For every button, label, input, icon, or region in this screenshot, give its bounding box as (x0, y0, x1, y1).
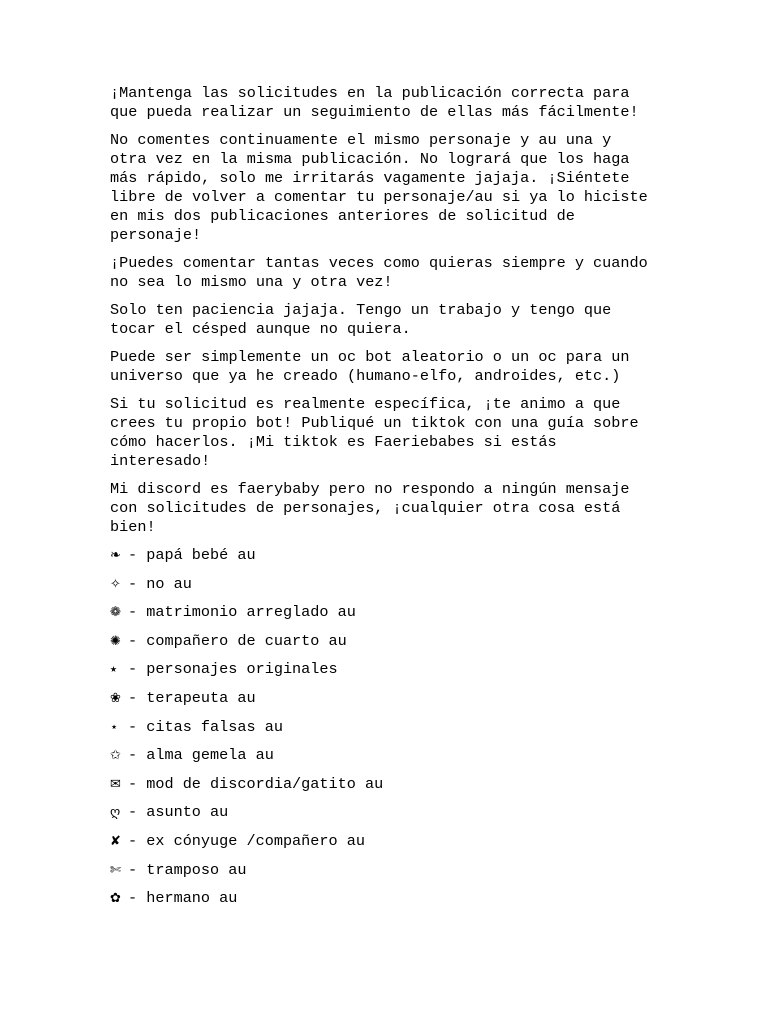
list-item-label: ex cónyuge /compañero au (146, 831, 365, 850)
heart-swirl-icon: ღ (110, 805, 121, 821)
list-item (110, 889, 670, 908)
outline-star-icon: ✩ (110, 748, 121, 764)
list-item (110, 746, 670, 765)
sun-burst-icon: ✺ (110, 633, 121, 649)
list-item-label: no au (146, 574, 192, 593)
list-separator: - (128, 746, 147, 765)
small-star-icon: ⭑ (110, 662, 118, 678)
list-item-label: mod de discordia/gatito au (146, 774, 384, 793)
list-separator: - (128, 831, 147, 850)
list-separator: - (128, 803, 147, 822)
au-list (110, 546, 670, 908)
list-item (110, 632, 670, 651)
envelope-icon: ✉ (110, 776, 121, 792)
sparkle-icon: ✧ (110, 576, 121, 592)
list-item-label: hermano au (146, 889, 238, 908)
list-separator: - (128, 717, 147, 736)
list-item-label: terapeuta au (146, 688, 256, 707)
paragraph-be-patient: Solo ten paciencia jajaja. Tengo un trabajo y tengo que tocar el césped aunque no quiera. (110, 301, 612, 338)
list-separator: - (128, 774, 147, 793)
list-item (110, 832, 670, 851)
list-item-label: papá bebé au (146, 546, 256, 564)
list-item (110, 689, 670, 708)
list-item (110, 803, 670, 822)
list-item-label: personajes originales (146, 660, 338, 679)
scissors-icon: ✄ (110, 862, 121, 878)
list-item-label: compañero de cuarto au (146, 631, 347, 650)
list-separator: - (128, 546, 147, 564)
list-separator: - (128, 603, 147, 622)
list-item (110, 546, 670, 565)
document-page (110, 84, 670, 918)
paragraph-tiktok: Si tu solicitud es realmente específica, ¡te animo a que crees tu propio bot! Publiqué un tiktok con una guía sobre cómo hacerlos. ¡Mi tiktok es Faeriebabes si estás interesado! (110, 395, 639, 470)
star-icon: ⋆ (110, 719, 119, 735)
paragraph-posting-rule: ¡Mantenga las solicitudes en la publicación correcta para que pueda realizar un seguimiento de ellas más fácilmente! (110, 84, 639, 121)
list-item-label: tramposo au (146, 860, 247, 879)
flower-icon: ❁ (110, 605, 121, 621)
list-separator: - (128, 631, 147, 650)
list-separator: - (128, 688, 147, 707)
paragraph-discord: Mi discord es faerybaby pero no respondo a ningún mensaje con solicitudes de personajes, ¡cualquier otra cosa está bien! (110, 480, 630, 536)
list-item (110, 861, 670, 880)
list-separator: - (128, 660, 147, 679)
list-item-label: asunto au (146, 803, 229, 822)
list-separator: - (128, 574, 147, 593)
floral-heart-icon: ❧ (110, 548, 121, 563)
list-separator: - (128, 860, 147, 879)
paragraph-comment-freely: ¡Puedes comentar tantas veces como quieras siempre y cuando no sea lo mismo una y otra vez! (110, 254, 648, 291)
list-item (110, 660, 670, 679)
cross-icon: ✘ (110, 833, 121, 849)
paragraph-no-repeat-comments: No comentes continuamente el mismo personaje y au una y otra vez en la misma publicación. No logrará que los haga más rápido, solo me irritarás vagamente jajaja. ¡Siéntete libre de volver a comentar tu personaje/au si ya lo hiciste en mis dos publicaciones anteriores de solicitud de personaje! (110, 131, 648, 244)
paragraph-oc-bot: Puede ser simplemente un oc bot aleatorio o un oc para un universo que ya he creado (humano-elfo, androides, etc.) (110, 348, 630, 385)
list-item (110, 575, 670, 594)
list-item (110, 603, 670, 622)
list-separator: - (128, 889, 147, 908)
list-item-label: matrimonio arreglado au (146, 603, 356, 622)
list-item-label: alma gemela au (146, 746, 274, 765)
list-item-label: citas falsas au (146, 717, 283, 736)
blossom-icon: ❀ (110, 690, 121, 706)
list-item (110, 775, 670, 794)
flower-five-icon: ✿ (110, 891, 121, 907)
list-item (110, 718, 670, 737)
